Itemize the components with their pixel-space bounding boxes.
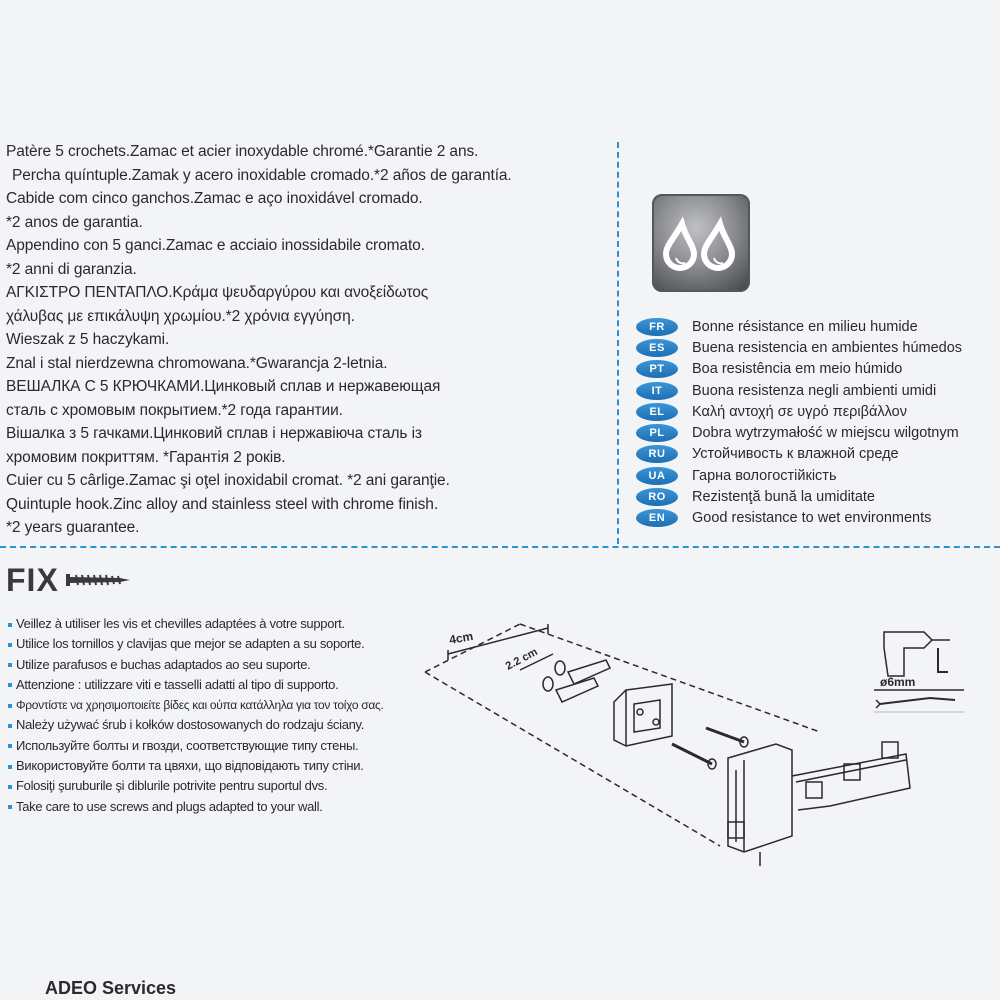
- lang-text: Buena resistencia en ambientes húmedos: [692, 339, 963, 356]
- lang-badge: PT: [636, 360, 678, 378]
- desc-line: Appendino con 5 ganci.Zamac e acciaio inossidabile cromato.: [6, 237, 425, 254]
- desc-line: сталь с хромовым покрытием.*2 года гарантии.: [6, 401, 343, 419]
- desc-line: ΑΓΚΙΣΤΡΟ ΠΕΝΤΑΠΛΟ.Κράμα ψευδαργύρου και ανοξείδωτος: [6, 284, 429, 301]
- lang-row-el: [636, 401, 996, 422]
- wall-bracket: [614, 684, 672, 746]
- bullet: [8, 785, 12, 789]
- desc-line: Percha quíntuple.Zamak y acero inoxidable cromado.*2 años de garantía.: [12, 166, 512, 184]
- vertical-divider: [617, 142, 619, 544]
- desc-line: Patère 5 crochets.Zamac et acier inoxydable chromé.*Garantie 2 ans.: [6, 143, 479, 160]
- desc-line: *2 anni di garanzia.: [6, 260, 137, 278]
- bullet: [8, 623, 12, 627]
- desc-line: Cabide com cinco ganchos.Zamac e aço inoxidável cromado.: [6, 190, 423, 207]
- drill-icon: [884, 632, 932, 676]
- instruction-item: [8, 655, 428, 675]
- lang-row-ru: [636, 444, 996, 465]
- lang-row-fr: [636, 316, 996, 337]
- plug-upper: [568, 660, 610, 684]
- instruction-text: Використовуйте болти та цвяхи, що відповідають типу стіни.: [16, 758, 364, 774]
- hook-base: [728, 744, 792, 852]
- bullet: [8, 663, 12, 667]
- lang-badge: IT: [636, 382, 678, 400]
- desc-line: Znal i stal nierdzewna chromowana.*Gwarancja 2-letnia.: [6, 354, 388, 372]
- desc-line: ВЕШАЛКА С 5 КРЮЧКАМИ.Цинковый сплав и нержавеющая: [6, 378, 441, 395]
- screw-lower: [672, 744, 712, 764]
- fix-instructions: [8, 614, 428, 817]
- instruction-text: Utilice los tornillos y clavijas que mejor se adapten a su soporte.: [16, 636, 365, 652]
- lang-text: Buona resistenza negli ambienti umidi: [692, 382, 937, 399]
- lang-text: Good resistance to wet environments: [692, 510, 932, 527]
- instruction-text: Należy używać śrub i kołków dostosowanych do rodzaju ściany.: [16, 717, 365, 733]
- desc-line: χάλυβας με επικάλυψη χρωμίου.*2 χρόνια εγγύηση.: [6, 307, 355, 325]
- instruction-text: Используйте болты и гвозди, соответствующие типу стены.: [16, 737, 359, 753]
- instruction-item: [8, 797, 428, 817]
- lang-row-pt: [636, 359, 996, 380]
- screw-icon: [64, 570, 134, 590]
- lang-text: Καλή αντοχή σε υγρό περιβάλλον: [692, 403, 907, 420]
- lang-row-en: [636, 508, 996, 529]
- lang-row-ro: [636, 486, 996, 507]
- lang-text: Dobra wytrzymałość w miejscu wilgotnym: [692, 425, 959, 442]
- instruction-text: Φροντίστε να χρησιμοποιείτε βίδες και ούπα κατάλληλα για τον τοίχο σας.: [16, 698, 384, 713]
- installation-diagram: [420, 600, 1000, 880]
- lang-text: Bonne résistance en milieu humide: [692, 318, 918, 335]
- fix-title: FIX: [6, 562, 59, 598]
- desc-line: хромовим покриттям. *Гарантія 2 років.: [6, 448, 286, 466]
- instruction-item: [8, 695, 428, 715]
- lang-row-ua: [636, 465, 996, 486]
- bullet: [8, 643, 12, 647]
- instruction-item: [8, 634, 428, 654]
- instruction-item: [8, 614, 428, 634]
- desc-line: *2 years guarantee.: [6, 519, 140, 536]
- water-drops-icon: [652, 194, 750, 292]
- lang-badge: ES: [636, 339, 678, 357]
- lang-badge: UA: [636, 467, 678, 485]
- desc-line: Wieszak z 5 haczykami.: [6, 331, 170, 348]
- lang-badge: FR: [636, 318, 678, 336]
- drill-size-label: ø6mm: [880, 675, 916, 689]
- bullet: [8, 765, 12, 769]
- horizontal-divider: [0, 546, 1000, 548]
- desc-line: Cuier cu 5 cârlige.Zamac şi oţel inoxidabil cromat. *2 ani garanţie.: [6, 472, 450, 489]
- instruction-item: [8, 776, 428, 796]
- lang-row-es: [636, 337, 996, 358]
- dim-4cm-label: 4cm: [448, 628, 475, 647]
- bullet: [8, 805, 12, 809]
- bullet: [8, 704, 12, 708]
- lang-badge: RO: [636, 488, 678, 506]
- lang-text: Boa resistência em meio húmido: [692, 361, 903, 378]
- lang-row-pl: [636, 422, 996, 443]
- product-description: [6, 140, 606, 540]
- instruction-text: Utilize parafusos e buchas adaptados ao seu suporte.: [16, 656, 311, 672]
- bullet: [8, 724, 12, 728]
- lang-badge: RU: [636, 445, 678, 463]
- bullet: [8, 744, 12, 748]
- bullet: [8, 683, 12, 687]
- lang-text: Гарна вологостійкість: [692, 467, 837, 484]
- plug-lower: [556, 678, 598, 702]
- instruction-item: [8, 756, 428, 776]
- instruction-text: Take care to use screws and plugs adapted to your wall.: [16, 798, 323, 814]
- lang-row-it: [636, 380, 996, 401]
- instruction-item: [8, 675, 428, 695]
- lang-text: Устойчивость к влажной среде: [692, 446, 899, 463]
- lang-badge: PL: [636, 424, 678, 442]
- lang-text: Rezistenţă bună la umiditate: [692, 489, 875, 506]
- instruction-text: Attenzione : utilizzare viti e tasselli adatti al tipo di supporto.: [16, 676, 339, 692]
- instruction-item: [8, 736, 428, 756]
- desc-line: *2 anos de garantia.: [6, 213, 143, 231]
- screw-upper: [706, 728, 744, 742]
- screwdriver-icon: [880, 698, 955, 704]
- instruction-text: Veillez à utiliser les vis et chevilles adaptées à votre support.: [16, 616, 345, 631]
- instruction-item: [8, 715, 428, 735]
- desc-line: Quintuple hook.Zinc alloy and stainless steel with chrome finish.: [6, 495, 439, 513]
- dim-22cm-label: 2.2 cm: [503, 645, 540, 673]
- lang-badge: EL: [636, 403, 678, 421]
- desc-line: Вішалка з 5 гачками.Цинковий сплав і нержавіюча сталь із: [6, 425, 422, 442]
- brand-footer: ADEO Services: [45, 978, 177, 998]
- lang-badge: EN: [636, 509, 678, 527]
- humidity-resistance-list: [636, 316, 996, 529]
- instruction-text: Folosiţi şuruburile şi diblurile potrivite pentru suportul dvs.: [16, 778, 328, 794]
